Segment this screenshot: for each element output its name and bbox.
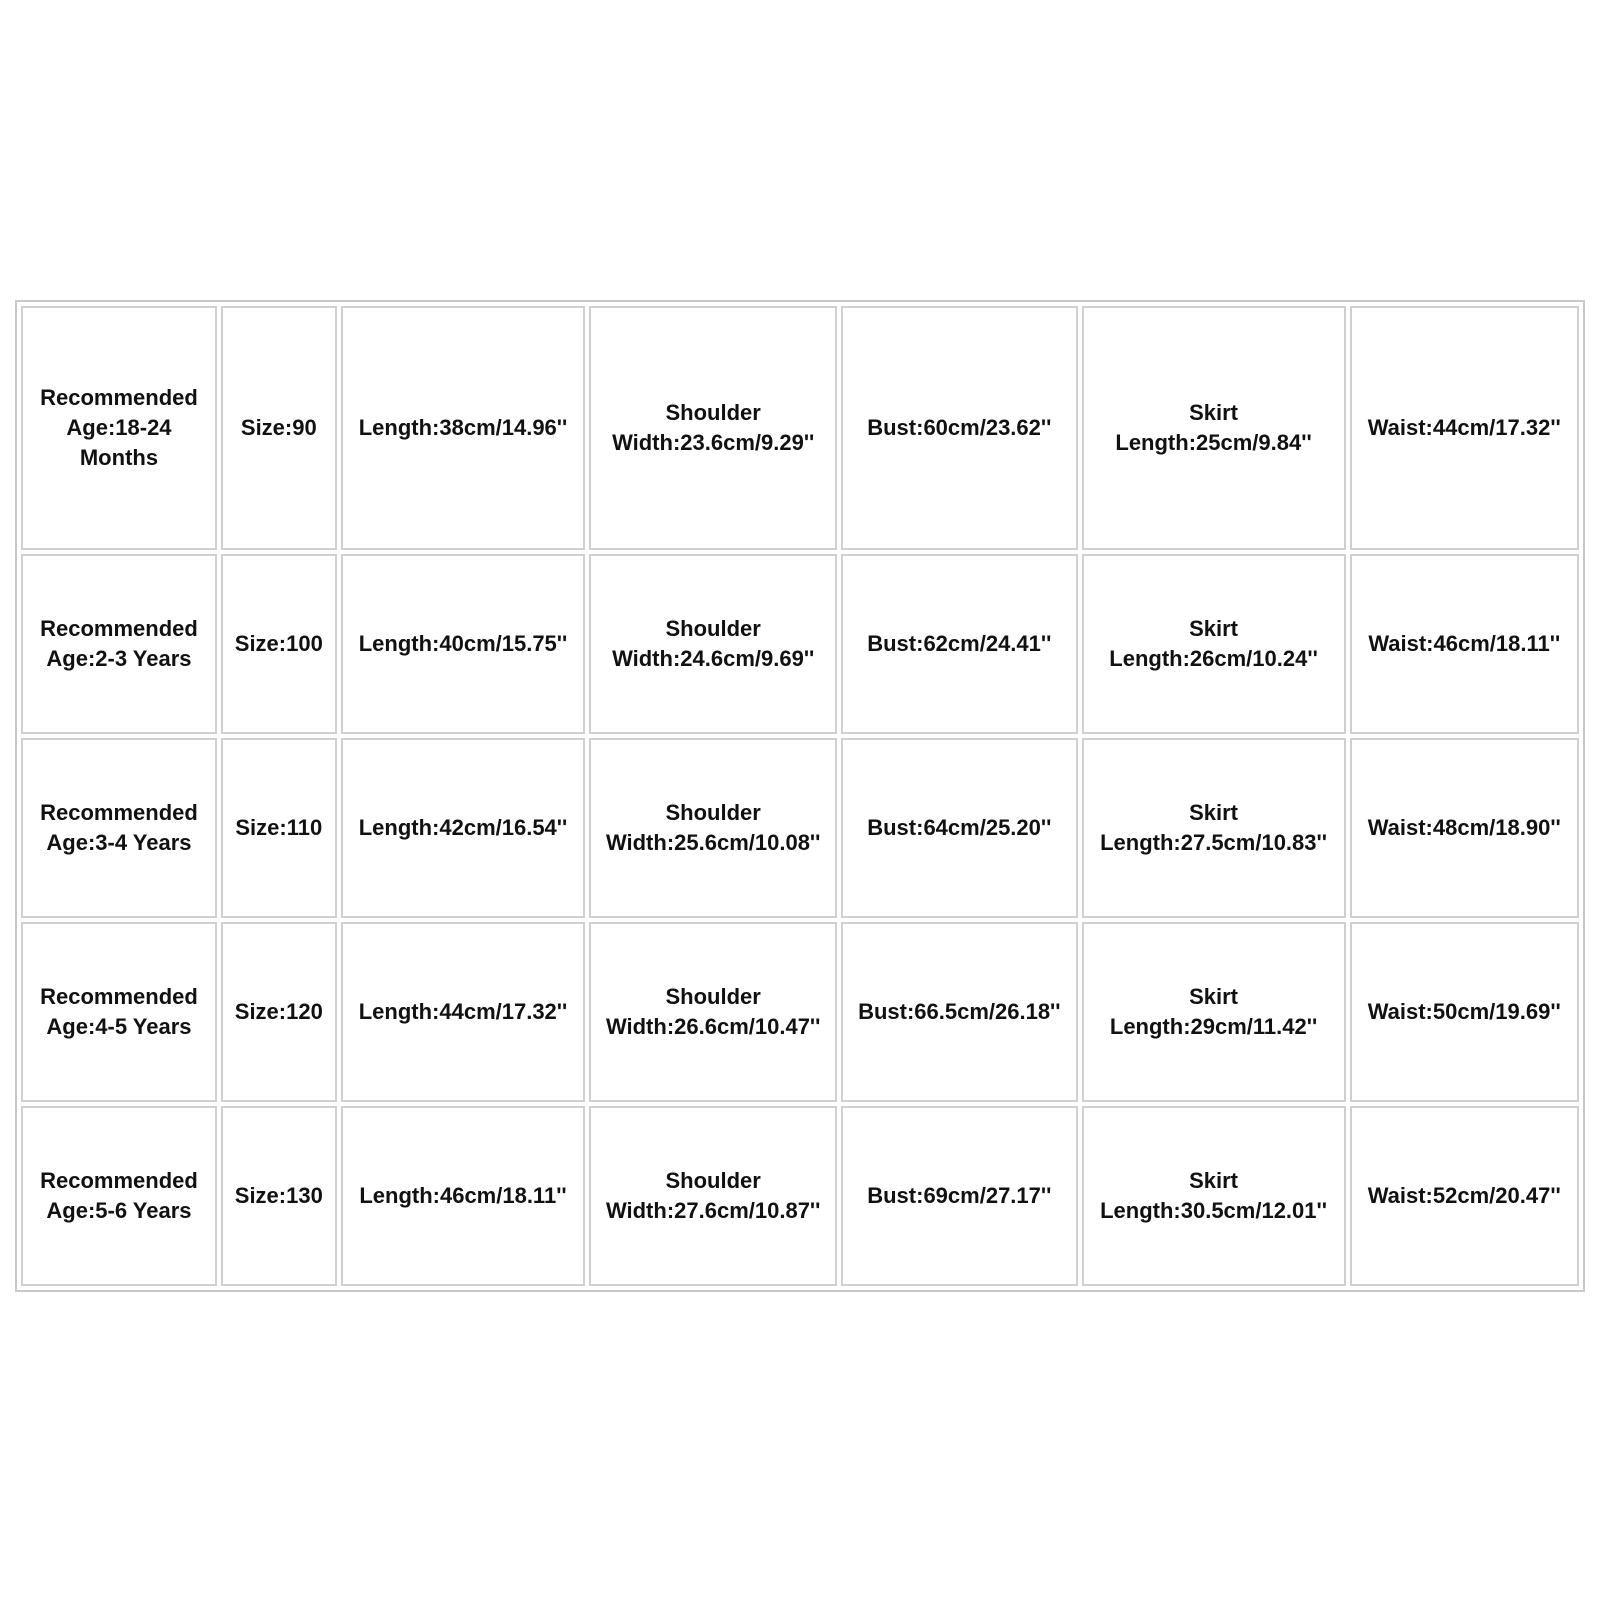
size-row	[21, 922, 1579, 1102]
length-text: Length:42cm/16.54''	[358, 815, 568, 840]
cell-length	[341, 1106, 586, 1286]
cell-shoulder	[589, 306, 837, 550]
waist-text: Waist:48cm/18.90''	[1367, 815, 1561, 840]
age-text: Recommended	[40, 616, 198, 641]
age-text: Recommended	[40, 1168, 198, 1193]
cell-length	[341, 306, 586, 550]
cell-bust	[841, 554, 1078, 734]
waist-text: Waist:44cm/17.32''	[1367, 415, 1561, 440]
bust-text: Bust:66.5cm/26.18''	[858, 999, 1061, 1024]
cell-waist	[1350, 554, 1579, 734]
cell-size	[221, 922, 337, 1102]
skirt-text: Skirt	[1189, 1168, 1238, 1193]
skirt-text: Skirt	[1189, 800, 1238, 825]
size-row	[21, 738, 1579, 918]
cell-length	[341, 922, 586, 1102]
bust-text: Bust:60cm/23.62''	[867, 415, 1052, 440]
shoulder-text: Width:23.6cm/9.29''	[612, 430, 815, 455]
cell-age	[21, 554, 217, 734]
cell-waist	[1350, 306, 1579, 550]
age-text: Age:3-4 Years	[46, 830, 192, 855]
skirt-text: Skirt	[1189, 984, 1238, 1009]
cell-age	[21, 922, 217, 1102]
bust-text: Bust:69cm/27.17''	[867, 1183, 1052, 1208]
age-text: Recommended	[40, 385, 198, 410]
cell-waist	[1350, 738, 1579, 918]
length-text: Length:40cm/15.75''	[358, 631, 568, 656]
cell-age	[21, 306, 217, 550]
shoulder-text: Width:24.6cm/9.69''	[612, 646, 815, 671]
length-text: Length:44cm/17.32''	[358, 999, 568, 1024]
age-text: Recommended	[40, 984, 198, 1009]
cell-length	[341, 738, 586, 918]
cell-waist	[1350, 1106, 1579, 1286]
size-row	[21, 306, 1579, 550]
cell-shoulder	[589, 922, 837, 1102]
cell-skirt	[1082, 306, 1346, 550]
cell-shoulder	[589, 738, 837, 918]
size-text: Size:110	[235, 815, 323, 840]
size-row	[21, 554, 1579, 734]
shoulder-text: Width:26.6cm/10.47''	[605, 1014, 821, 1039]
shoulder-text: Shoulder	[665, 800, 761, 825]
shoulder-text: Shoulder	[665, 984, 761, 1009]
shoulder-text: Shoulder	[665, 1168, 761, 1193]
cell-shoulder	[589, 554, 837, 734]
size-text: Size:130	[234, 1183, 323, 1208]
cell-size	[221, 306, 337, 550]
cell-size	[221, 554, 337, 734]
size-text: Size:120	[234, 999, 323, 1024]
cell-age	[21, 738, 217, 918]
cell-skirt	[1082, 1106, 1346, 1286]
size-row	[21, 1106, 1579, 1286]
size-chart-body	[21, 306, 1579, 1286]
shoulder-text: Width:27.6cm/10.87''	[605, 1198, 821, 1223]
cell-length	[341, 554, 586, 734]
shoulder-text: Width:25.6cm/10.08''	[605, 830, 821, 855]
skirt-text: Skirt	[1189, 400, 1238, 425]
skirt-text: Skirt	[1189, 616, 1238, 641]
skirt-text: Length:25cm/9.84''	[1115, 430, 1312, 455]
skirt-text: Length:26cm/10.24''	[1109, 646, 1318, 671]
length-text: Length:38cm/14.96''	[358, 415, 568, 440]
cell-size	[221, 738, 337, 918]
cell-skirt	[1082, 738, 1346, 918]
bust-text: Bust:62cm/24.41''	[867, 631, 1052, 656]
shoulder-text: Shoulder	[665, 616, 761, 641]
size-chart-table	[15, 300, 1585, 1292]
cell-skirt	[1082, 554, 1346, 734]
age-text: Age:5-6 Years	[46, 1198, 192, 1223]
waist-text: Waist:50cm/19.69''	[1367, 999, 1561, 1024]
age-text: Age:2-3 Years	[46, 646, 192, 671]
cell-bust	[841, 738, 1078, 918]
shoulder-text: Shoulder	[665, 400, 761, 425]
waist-text: Waist:52cm/20.47''	[1367, 1183, 1561, 1208]
length-text: Length:46cm/18.11''	[359, 1183, 567, 1208]
age-text: Months	[79, 445, 159, 470]
age-text: Age:4-5 Years	[46, 1014, 192, 1039]
cell-bust	[841, 922, 1078, 1102]
age-text: Age:18-24	[66, 415, 172, 440]
skirt-text: Length:29cm/11.42''	[1109, 1014, 1318, 1039]
cell-size	[221, 1106, 337, 1286]
cell-bust	[841, 1106, 1078, 1286]
bust-text: Bust:64cm/25.20''	[867, 815, 1052, 840]
size-text: Size:90	[240, 415, 317, 440]
waist-text: Waist:46cm/18.11''	[1368, 631, 1561, 656]
cell-bust	[841, 306, 1078, 550]
cell-shoulder	[589, 1106, 837, 1286]
cell-waist	[1350, 922, 1579, 1102]
skirt-text: Length:30.5cm/12.01''	[1100, 1198, 1327, 1223]
age-text: Recommended	[40, 800, 198, 825]
cell-age	[21, 1106, 217, 1286]
cell-skirt	[1082, 922, 1346, 1102]
size-text: Size:100	[234, 631, 323, 656]
skirt-text: Length:27.5cm/10.83''	[1100, 830, 1327, 855]
